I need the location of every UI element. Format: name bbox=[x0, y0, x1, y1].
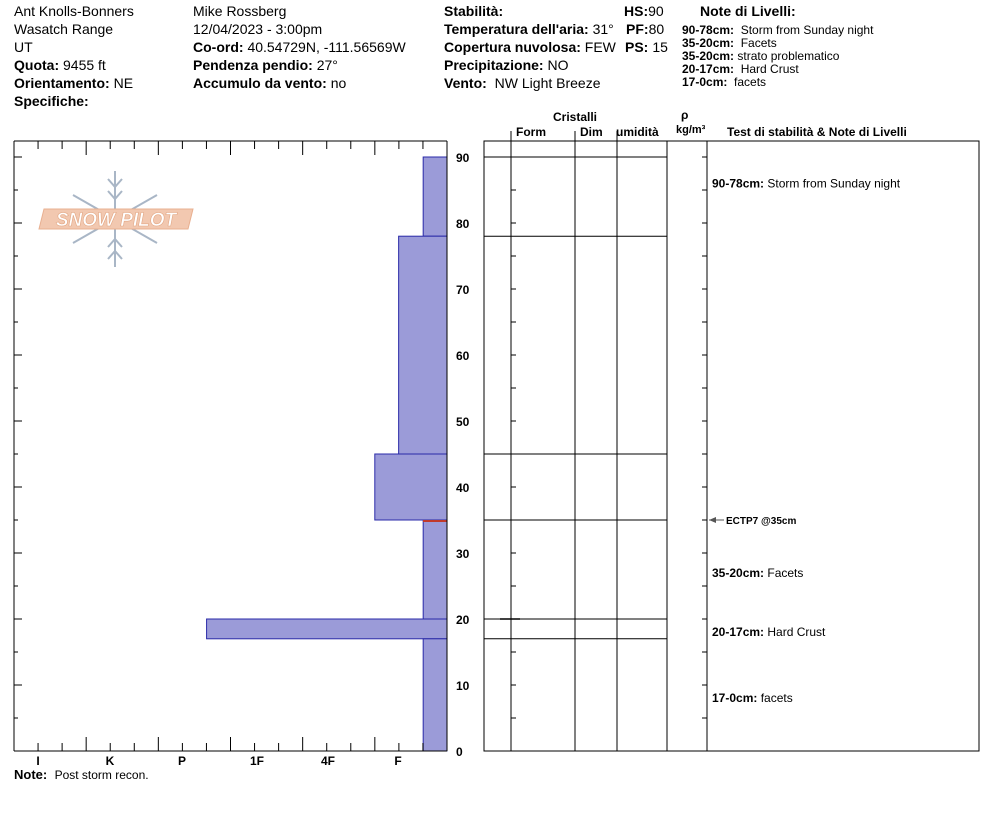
note-text: Post storm recon. bbox=[54, 768, 149, 782]
annotation-range: 35-20cm: bbox=[712, 565, 768, 580]
depth-tick-label: 70 bbox=[456, 283, 470, 297]
layer-note-text: Hard Crust bbox=[740, 62, 799, 76]
hs-label: HS: bbox=[624, 3, 649, 19]
annotation-text: facets bbox=[760, 691, 793, 706]
layer-note-text: Storm from Sunday night bbox=[740, 23, 874, 37]
depth-tick-label: 0 bbox=[456, 745, 463, 759]
wind-loading-label: Accumulo da vento: bbox=[193, 75, 327, 91]
rho-header: ρ bbox=[681, 108, 689, 122]
layer-note-annotation bbox=[712, 625, 826, 639]
slope-label: Pendenza pendio: bbox=[193, 57, 313, 73]
depth-tick-label: 20 bbox=[456, 613, 470, 627]
specifics-label: Specifiche: bbox=[14, 93, 89, 109]
depth-tick-label: 40 bbox=[456, 481, 470, 495]
annotation-text: Hard Crust bbox=[767, 625, 826, 640]
hardness-layer-bar bbox=[399, 236, 447, 454]
location-name: Ant Knolls-Bonners bbox=[14, 3, 134, 19]
hardness-layer-bar bbox=[423, 520, 447, 619]
logo-text: SNOW PILOT bbox=[55, 210, 177, 231]
stability-test-label: ECTP7 @35cm bbox=[726, 516, 797, 527]
state-name: UT bbox=[14, 39, 33, 55]
coords-value: 40.54729N, -111.56569W bbox=[247, 39, 406, 55]
range-name: Wasatch Range bbox=[14, 21, 114, 37]
layer-note-text: strato problematico bbox=[737, 49, 840, 63]
hs-value: 90 bbox=[648, 3, 664, 19]
annotation-text: Facets bbox=[767, 565, 804, 580]
cloud-value: FEW bbox=[584, 39, 616, 55]
slope-value: 27° bbox=[316, 57, 338, 73]
moisture-header: umidità bbox=[616, 125, 659, 139]
wind-value: NW Light Breeze bbox=[494, 75, 601, 91]
layer-note-text: facets bbox=[734, 75, 767, 89]
form-header: Form bbox=[516, 125, 546, 139]
hardness-layer-bar bbox=[423, 157, 447, 236]
footer-note bbox=[14, 768, 149, 782]
pf-value: 80 bbox=[648, 21, 665, 37]
wind-label: Vento: bbox=[444, 75, 487, 91]
ps-label: PS: bbox=[625, 39, 649, 55]
ps-value: 15 bbox=[652, 39, 668, 55]
layer-note-range: 20-17cm: bbox=[682, 62, 735, 76]
annotation-text: Storm from Sunday night bbox=[767, 176, 901, 191]
observer-name: Mike Rossberg bbox=[193, 3, 287, 19]
depth-tick-label: 60 bbox=[456, 349, 470, 363]
layer-note-annotation bbox=[712, 691, 793, 705]
elevation-value: 9455 ft bbox=[63, 57, 106, 73]
size-header: Dim bbox=[580, 125, 603, 139]
hardness-layer-bar bbox=[375, 454, 447, 520]
note-label: Note: bbox=[14, 767, 48, 782]
hardness-tick-label: K bbox=[105, 754, 115, 768]
annotation-range: 20-17cm: bbox=[712, 625, 768, 640]
aspect-value: NE bbox=[113, 75, 134, 91]
precip-value: NO bbox=[547, 57, 569, 73]
layer-note-annotation bbox=[712, 176, 901, 190]
hardness-tick-label: 1F bbox=[249, 754, 265, 768]
crystals-header: Cristalli bbox=[553, 110, 598, 124]
hardness-layer-bar bbox=[207, 619, 447, 639]
layer-note-text: Facets bbox=[740, 36, 777, 50]
hardness-tick-label: F bbox=[394, 754, 402, 768]
cloud-label: Copertura nuvolosa: bbox=[444, 39, 581, 55]
layer-note-range: 35-20cm: bbox=[682, 49, 735, 63]
aspect-label: Orientamento: bbox=[14, 75, 110, 91]
depth-tick-label: 50 bbox=[456, 415, 470, 429]
hardness-layer-bar bbox=[423, 639, 447, 751]
depth-tick-label: 80 bbox=[456, 217, 470, 231]
layer-note-range: 90-78cm: bbox=[682, 23, 735, 37]
observation-datetime: 12/04/2023 - 3:00pm bbox=[193, 21, 323, 37]
hardness-tick-label: P bbox=[177, 754, 187, 768]
annotation-range: 90-78cm: bbox=[712, 176, 768, 191]
snow-pilot-logo bbox=[39, 171, 193, 267]
arrow-head-icon bbox=[709, 517, 716, 523]
coords-label: Co-ord: bbox=[193, 39, 244, 55]
depth-tick-label: 90 bbox=[456, 151, 470, 165]
layer-note-range: 17-0cm: bbox=[682, 75, 728, 89]
tests-header: Test di stabilità & Note di Livelli bbox=[727, 125, 907, 139]
air-temp-label: Temperatura dell'aria: bbox=[444, 21, 589, 37]
pf-label: PF: bbox=[626, 21, 649, 37]
elevation-label: Quota: bbox=[14, 57, 60, 73]
air-temp-value: 31° bbox=[592, 21, 614, 37]
hardness-tick-label: I bbox=[36, 754, 40, 768]
depth-tick-label: 30 bbox=[456, 547, 470, 561]
layer-note-annotation bbox=[712, 566, 803, 580]
layer-note-range: 35-20cm: bbox=[682, 36, 735, 50]
density-unit-header: kg/m³ bbox=[676, 124, 706, 136]
annotation-range: 17-0cm: bbox=[712, 691, 761, 706]
hardness-tick-label: 4F bbox=[320, 754, 336, 768]
layer-notes-title: Note di Livelli: bbox=[700, 3, 796, 19]
wind-loading-value: no bbox=[330, 75, 347, 91]
stability-label: Stabilità: bbox=[444, 3, 504, 19]
grid-frame bbox=[484, 141, 979, 751]
depth-tick-label: 10 bbox=[456, 679, 470, 693]
precip-label: Precipitazione: bbox=[444, 57, 544, 73]
